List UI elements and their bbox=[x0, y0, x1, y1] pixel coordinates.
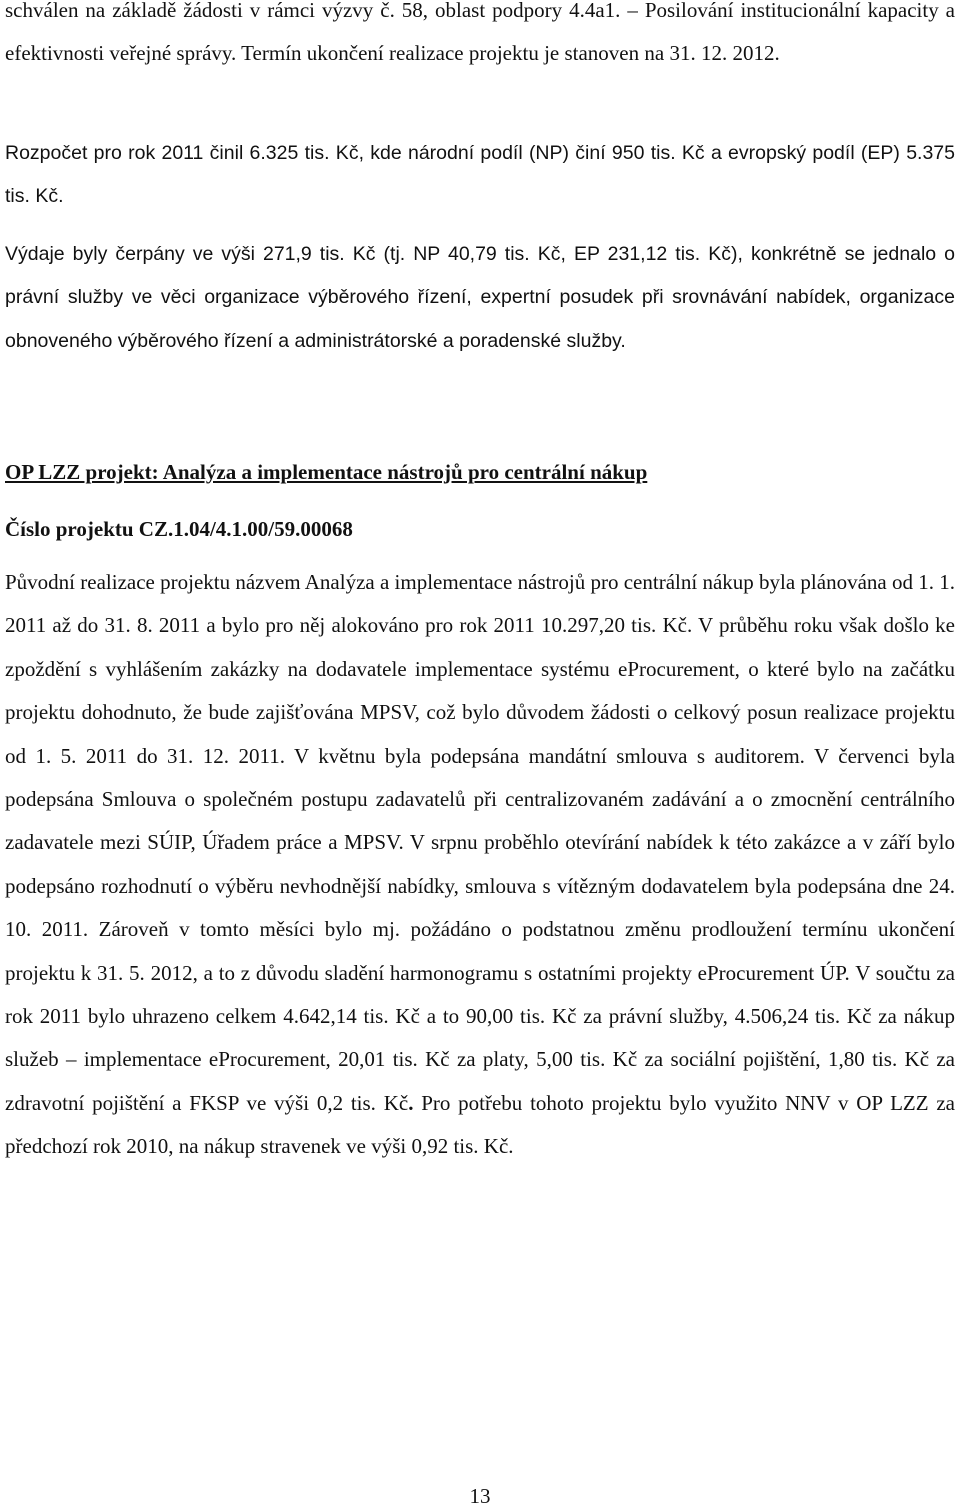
section-title: OP LZZ projekt: Analýza a implementace nástrojů pro centrální nákup bbox=[5, 460, 648, 484]
section-body-text-end: Pro potřebu tohoto projektu bylo využito NNV v OP LZZ za předchozí rok 2010, na nákup stravenek ve výši 0,92 tis. Kč. bbox=[5, 1090, 955, 1159]
section-body bbox=[5, 561, 955, 1169]
section-body-text: Původní realizace projektu názvem Analýza a implementace nástrojů pro centrální nákup byla plánována od 1. 1. 2011 až do 31. 8. 2011 a bylo pro něj alokováno pro rok 2011 10.297,20 tis. Kč. V průběhu roku však došlo ke zpoždění s vyhlášením zakázky na dodavatele implementace systému eProcurement, o které bylo na začátku projektu dohodnuto, že bude zajišťována MPSV, což bylo důvodem žádosti o celkový posun realizace projektu od 1. 5. 2011 do 31. 12. 2011. V květnu byla podepsána mandátní smlouva s auditorem. V červenci byla podepsána Smlouva o společném postupu zadavatelů při centralizovaném zadávání a o zmocnění centrálního zadavatele mezi SÚIP, Úřadem práce a MPSV. V srpnu proběhlo otevírání nabídek k této zakázce a v září bylo podepsáno rozhodnutí o výběru nevhodnější nabídky, smlouva s vítězným dodavatelem byla podepsána dne 24. 10. 2011. Zároveň v tomto měsíci bylo mj. požádáno o podstatnou změnu prodloužení termínu ukončení projektu k 31. 5. 2012, a to z důvodu sladění harmonogramu s ostatními projekty eProcurement ÚP. V součtu za rok 2011 bylo uhrazeno celkem 4.642,14 tis. Kč a to 90,00 tis. Kč za právní služby, 4.506,24 tis. Kč za nákup služeb – implementace eProcurement, 20,01 tis. Kč za platy, 5,00 tis. Kč za sociální pojištění, 1,80 tis. Kč za zdravotní pojištění a FKSP ve výši 0,2 tis. Kč bbox=[5, 570, 955, 1115]
paragraph-expenditures: Výdaje byly čerpány ve výši 271,9 tis. Kč (tj. NP 40,79 tis. Kč, EP 231,12 tis. Kč), konkrétně se jednalo o právní služby ve věci organizace výběrového řízení, expertní posudek při srovnávání nabídek, organizace obnoveného výběrového řízení a administrátorské a poradenské služby. bbox=[5, 243, 955, 352]
section-body-bold-period: . bbox=[408, 1090, 414, 1115]
paragraph-budget-2011: Rozpočet pro rok 2011 činil 6.325 tis. Kč, kde národní podíl (NP) činí 950 tis. Kč a evropský podíl (EP) 5.375 tis. Kč. bbox=[5, 142, 955, 208]
page-number: 13 bbox=[469, 1484, 491, 1508]
paragraph-project-approval: schválen na základě žádosti v rámci výzvy č. 58, oblast podpory 4.4a1. – Posilování institucionální kapacity a efektivnosti veřejné správy. Termín ukončení realizace projektu je stanoven na 31. 12. 2012. bbox=[5, 0, 955, 66]
project-number: Číslo projektu CZ.1.04/4.1.00/59.00068 bbox=[5, 517, 353, 541]
